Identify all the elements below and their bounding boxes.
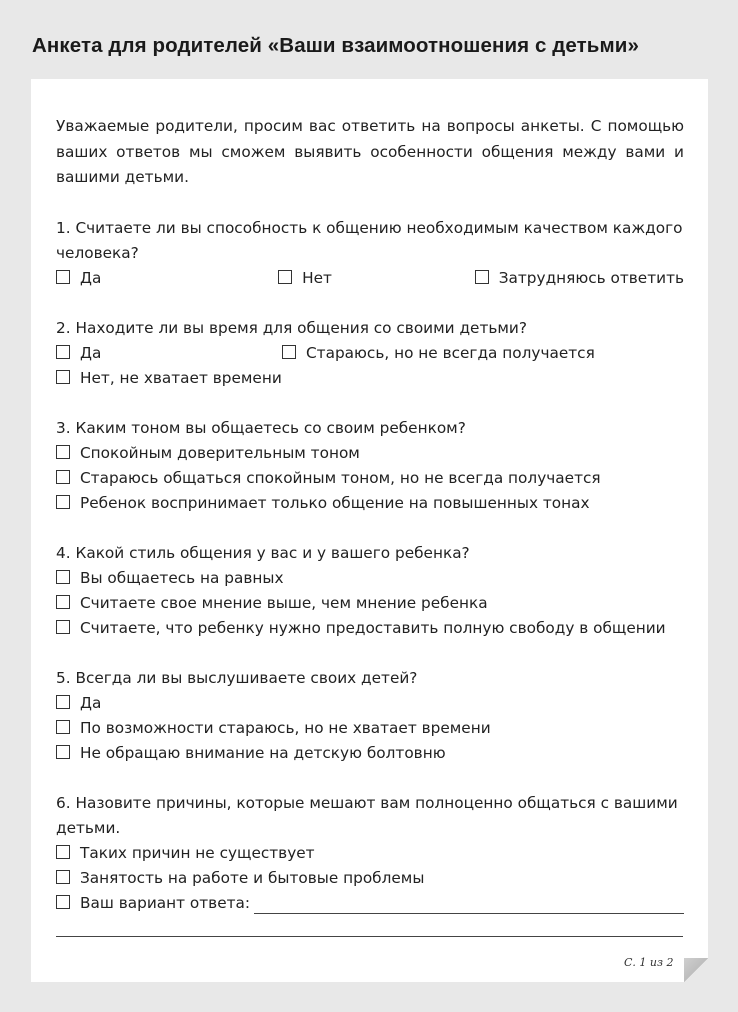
question-text: 5. Всегда ли вы выслушиваете своих детей?: [56, 668, 418, 687]
option-1[interactable]: Вы общаетесь на равных: [56, 569, 284, 587]
checkbox[interactable]: [56, 570, 70, 584]
option-trying[interactable]: Стараюсь, но не всегда получается: [282, 344, 595, 362]
option-yes[interactable]: Да: [56, 269, 278, 287]
checkbox[interactable]: [56, 895, 70, 909]
option-2[interactable]: Считаете свое мнение выше, чем мнение ребенка: [56, 594, 488, 612]
option-3[interactable]: Ребенок воспринимает только общение на повышенных тонах: [56, 494, 590, 512]
checkbox[interactable]: [56, 620, 70, 634]
option-yes[interactable]: Да: [56, 344, 282, 362]
checkbox[interactable]: [56, 495, 70, 509]
option-no-time[interactable]: Нет, не хватает времени: [56, 369, 282, 387]
checkbox[interactable]: [56, 845, 70, 859]
option-2[interactable]: Стараюсь общаться спокойным тоном, но не всегда получается: [56, 469, 601, 487]
checkbox[interactable]: [56, 370, 70, 384]
page-fold-corner: [684, 958, 708, 982]
question-text: 4. Какой стиль общения у вас и у вашего ребенка?: [56, 543, 470, 562]
checkbox[interactable]: [475, 270, 489, 284]
option-3[interactable]: Считаете, что ребенку нужно предоставить полную свободу в общении: [56, 619, 666, 637]
question-text: 2. Находите ли вы время для общения со своими детьми?: [56, 318, 527, 337]
question-5: [56, 666, 684, 766]
checkbox[interactable]: [56, 745, 70, 759]
page-number: С. 1 из 2: [624, 956, 674, 969]
checkbox[interactable]: [56, 345, 70, 359]
checkbox[interactable]: [56, 720, 70, 734]
option-no[interactable]: Нет: [278, 269, 475, 287]
checkbox[interactable]: [56, 470, 70, 484]
custom-answer-field[interactable]: [254, 893, 684, 914]
question-text: 1. Считаете ли вы способность к общению необходимым качеством каждого человека?: [56, 218, 683, 262]
checkbox[interactable]: [56, 595, 70, 609]
checkbox[interactable]: [278, 270, 292, 284]
option-3[interactable]: Не обращаю внимание на детскую болтовню: [56, 744, 446, 762]
form-content: [56, 114, 684, 916]
question-text: 3. Каким тоном вы общаетесь со своим ребенком?: [56, 418, 466, 437]
option-unsure[interactable]: Затрудняюсь ответить: [475, 269, 684, 287]
checkbox[interactable]: [282, 345, 296, 359]
checkbox[interactable]: [56, 870, 70, 884]
checkbox[interactable]: [56, 445, 70, 459]
option-1[interactable]: Таких причин не существует: [56, 844, 315, 862]
answer-continuation-line[interactable]: [56, 936, 683, 937]
question-6: [56, 791, 684, 916]
question-2: [56, 316, 684, 391]
option-custom[interactable]: Ваш вариант ответа:: [56, 894, 250, 912]
option-2[interactable]: По возможности стараюсь, но не хватает времени: [56, 719, 491, 737]
option-1[interactable]: Спокойным доверительным тоном: [56, 444, 360, 462]
question-4: [56, 541, 684, 641]
checkbox[interactable]: [56, 270, 70, 284]
intro-text: Уважаемые родители, просим вас ответить на вопросы анкеты. С помощью ваших ответов мы сможем выявить особенности общения между вами и вашими детьми.: [56, 117, 684, 186]
option-1[interactable]: Да: [56, 694, 101, 712]
page-title: Анкета для родителей «Ваши взаимоотношения с детьми»: [32, 34, 639, 57]
question-text: 6. Назовите причины, которые мешают вам полноценно общаться с вашими детьми.: [56, 793, 678, 837]
option-2[interactable]: Занятость на работе и бытовые проблемы: [56, 869, 424, 887]
question-3: [56, 416, 684, 516]
checkbox[interactable]: [56, 695, 70, 709]
question-1: [56, 216, 684, 291]
